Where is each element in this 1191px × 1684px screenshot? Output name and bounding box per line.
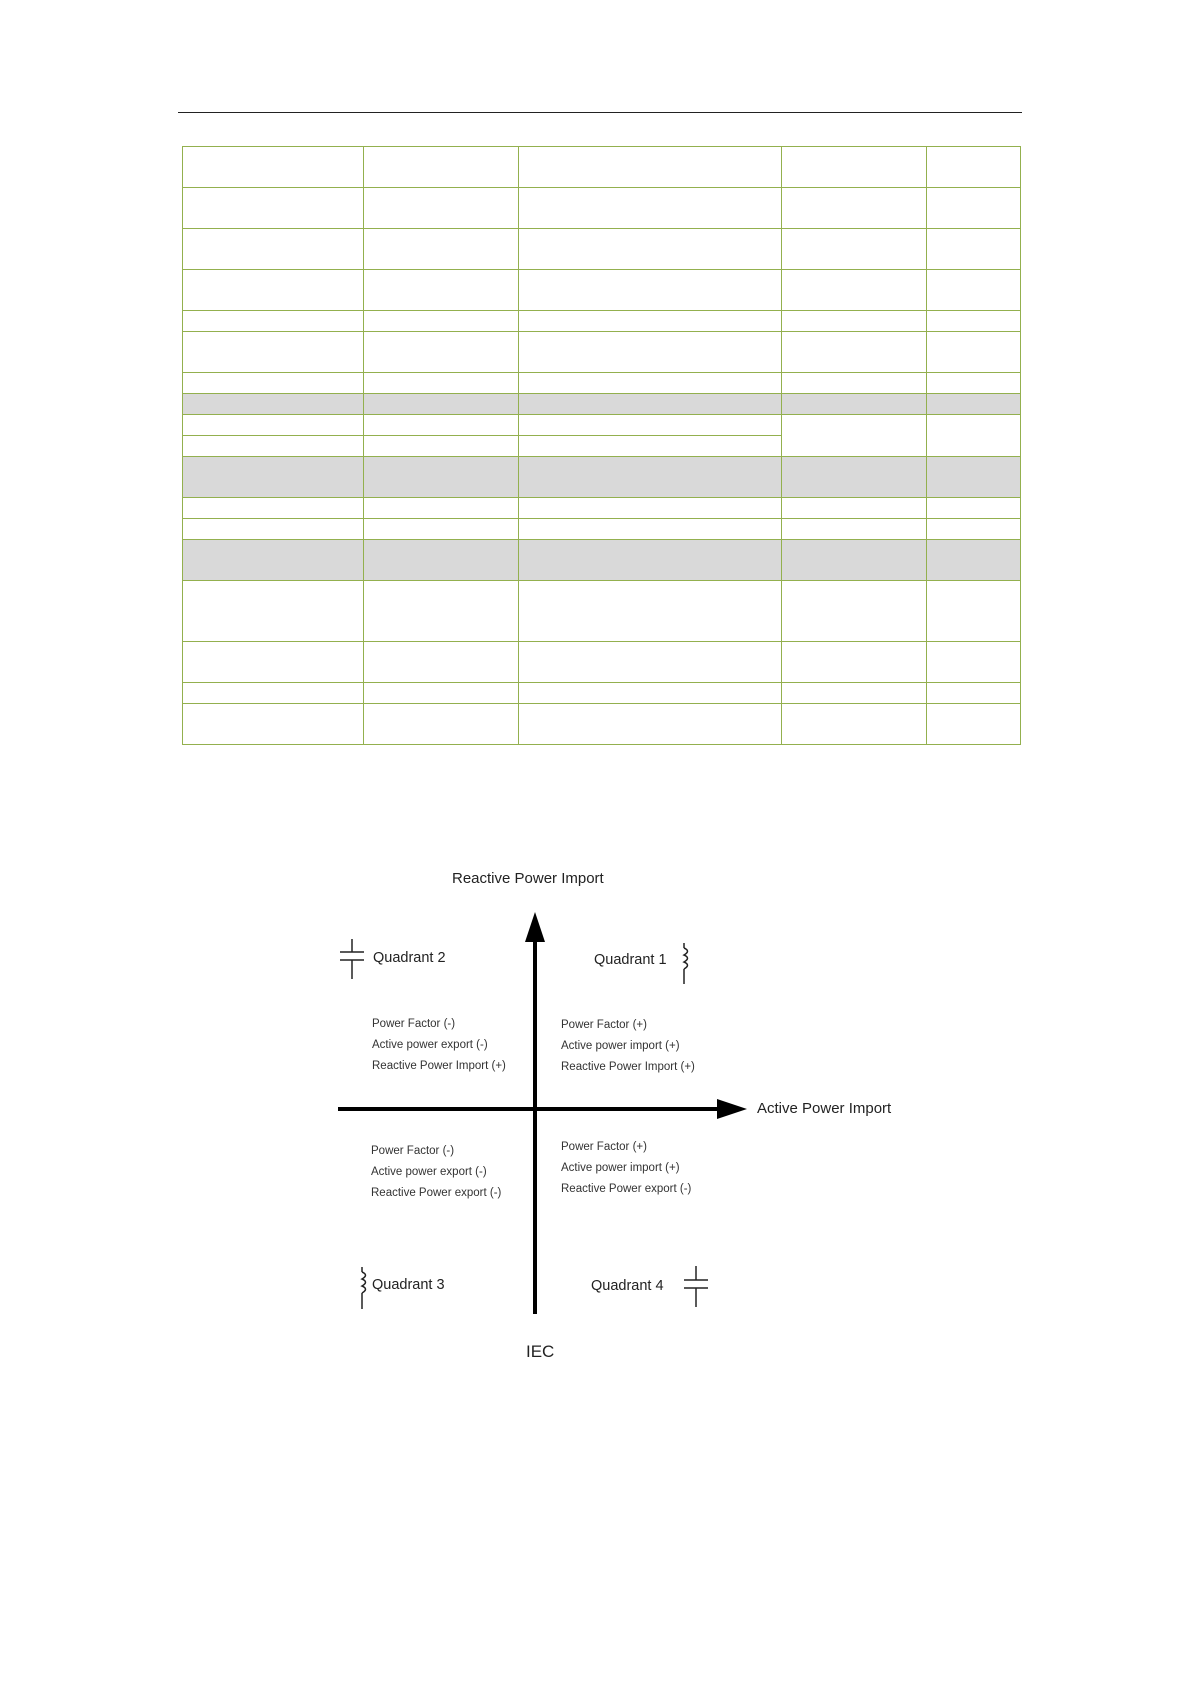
- quadrant-4-title: Quadrant 4: [591, 1278, 664, 1294]
- inductor-icon: [362, 1267, 366, 1309]
- table-cell: [519, 415, 782, 436]
- table-row: [183, 540, 1021, 581]
- table-row: [183, 704, 1021, 745]
- table-cell: [519, 188, 782, 229]
- inductor-icon: [684, 943, 688, 984]
- table-row: [183, 394, 1021, 415]
- table-row: [183, 229, 1021, 270]
- table-cell: [183, 394, 364, 415]
- table-cell: [519, 683, 782, 704]
- description-line: Power Factor (+): [561, 1019, 647, 1031]
- quadrant-3-description: [371, 1141, 501, 1204]
- table-cell: [927, 188, 1021, 229]
- table-cell: [183, 457, 364, 498]
- table-cell: [183, 373, 364, 394]
- table-row: [183, 498, 1021, 519]
- table-row: [183, 457, 1021, 498]
- table-cell: [519, 436, 782, 457]
- table-cell: [519, 270, 782, 311]
- table-cell: [782, 683, 927, 704]
- table-cell: [183, 188, 364, 229]
- table-cell: [183, 311, 364, 332]
- capacitor-icon: [684, 1266, 708, 1307]
- table-cell: [782, 519, 927, 540]
- table-cell: [782, 311, 927, 332]
- table-cell: [364, 642, 519, 683]
- table-cell: [927, 540, 1021, 581]
- table-cell: [183, 436, 364, 457]
- empty-data-table: [182, 146, 1021, 745]
- table-cell: [183, 704, 364, 745]
- table-row: [183, 373, 1021, 394]
- x-axis-label: Active Power Import: [757, 1100, 892, 1117]
- table-cell: [782, 229, 927, 270]
- table-row: [183, 642, 1021, 683]
- quadrant-2-description: [372, 1014, 506, 1077]
- table-cell: [364, 519, 519, 540]
- table-cell: [364, 373, 519, 394]
- table-row: [183, 147, 1021, 188]
- table-cell: [364, 332, 519, 373]
- y-axis-label: Reactive Power Import: [452, 870, 604, 887]
- table-cell: [782, 457, 927, 498]
- y-axis-arrow: [525, 912, 545, 1314]
- table-cell: [183, 415, 364, 436]
- table-cell: [519, 519, 782, 540]
- table-cell: [782, 540, 927, 581]
- table-cell: [927, 311, 1021, 332]
- description-line: Reactive Power export (-): [561, 1183, 692, 1195]
- table-cell: [927, 270, 1021, 311]
- table-cell: [183, 581, 364, 642]
- table-cell: [927, 373, 1021, 394]
- table-cell: [927, 642, 1021, 683]
- description-line: Active power import (+): [561, 1162, 680, 1174]
- quadrant-1-title: Quadrant 1: [594, 952, 667, 968]
- table-cell: [782, 270, 927, 311]
- table-cell: [782, 415, 927, 457]
- table-cell: [782, 332, 927, 373]
- table-cell: [927, 332, 1021, 373]
- table-cell: [364, 581, 519, 642]
- table-cell: [183, 498, 364, 519]
- table-row: [183, 270, 1021, 311]
- table-cell: [927, 415, 1021, 457]
- table-cell: [927, 229, 1021, 270]
- table-cell: [364, 436, 519, 457]
- table-cell: [364, 415, 519, 436]
- x-axis-arrow: [338, 1099, 747, 1119]
- table-cell: [519, 332, 782, 373]
- table-cell: [364, 147, 519, 188]
- capacitor-icon: [340, 939, 364, 979]
- description-line: Power Factor (-): [372, 1018, 456, 1030]
- table-cell: [782, 704, 927, 745]
- table-cell: [364, 229, 519, 270]
- table-cell: [519, 311, 782, 332]
- table-cell: [364, 498, 519, 519]
- table-cell: [364, 540, 519, 581]
- table-cell: [364, 704, 519, 745]
- table-cell: [782, 373, 927, 394]
- table-cell: [519, 229, 782, 270]
- table-cell: [364, 394, 519, 415]
- table-cell: [519, 457, 782, 498]
- header-rule: [178, 112, 1022, 113]
- table-cell: [519, 498, 782, 519]
- table-cell: [927, 581, 1021, 642]
- table-cell: [364, 270, 519, 311]
- table-cell: [782, 498, 927, 519]
- table-cell: [782, 642, 927, 683]
- table-row: [183, 332, 1021, 373]
- quadrant-2-title: Quadrant 2: [373, 950, 446, 966]
- table-cell: [183, 270, 364, 311]
- table-cell: [519, 642, 782, 683]
- table-row: [183, 581, 1021, 642]
- table-cell: [183, 332, 364, 373]
- description-line: Reactive Power export (-): [371, 1187, 502, 1199]
- convention-label: IEC: [526, 1342, 555, 1361]
- description-line: Active power import (+): [561, 1040, 680, 1052]
- table-cell: [519, 373, 782, 394]
- table-row: [183, 519, 1021, 540]
- table-cell: [364, 311, 519, 332]
- quadrant-1-description: [561, 1015, 695, 1078]
- table-cell: [364, 188, 519, 229]
- table-cell: [519, 704, 782, 745]
- table-cell: [183, 229, 364, 270]
- description-line: Reactive Power Import (+): [372, 1060, 506, 1072]
- table-cell: [782, 147, 927, 188]
- table-cell: [519, 581, 782, 642]
- table-cell: [782, 581, 927, 642]
- quadrant-4-description: [561, 1137, 691, 1200]
- description-line: Power Factor (-): [371, 1145, 455, 1157]
- table-cell: [183, 540, 364, 581]
- table-cell: [927, 704, 1021, 745]
- table-cell: [782, 394, 927, 415]
- table-row: [183, 188, 1021, 229]
- table-cell: [927, 457, 1021, 498]
- table-cell: [927, 498, 1021, 519]
- table-cell: [183, 683, 364, 704]
- table-row: [183, 311, 1021, 332]
- table-cell: [927, 147, 1021, 188]
- table-cell: [519, 540, 782, 581]
- table-cell: [927, 394, 1021, 415]
- table-cell: [183, 519, 364, 540]
- table-cell: [927, 519, 1021, 540]
- table-cell: [927, 683, 1021, 704]
- table-body: [183, 147, 1021, 745]
- quadrant-3-title: Quadrant 3: [372, 1277, 445, 1293]
- description-line: Active power export (-): [372, 1039, 488, 1051]
- table-row: [183, 415, 1021, 436]
- table-cell: [519, 147, 782, 188]
- description-line: Active power export (-): [371, 1166, 487, 1178]
- table-cell: [183, 147, 364, 188]
- table-cell: [183, 642, 364, 683]
- table-cell: [782, 188, 927, 229]
- table-row: [183, 683, 1021, 704]
- table-cell: [519, 394, 782, 415]
- description-line: Power Factor (+): [561, 1141, 647, 1153]
- table-cell: [364, 683, 519, 704]
- table-cell: [364, 457, 519, 498]
- description-line: Reactive Power Import (+): [561, 1061, 695, 1073]
